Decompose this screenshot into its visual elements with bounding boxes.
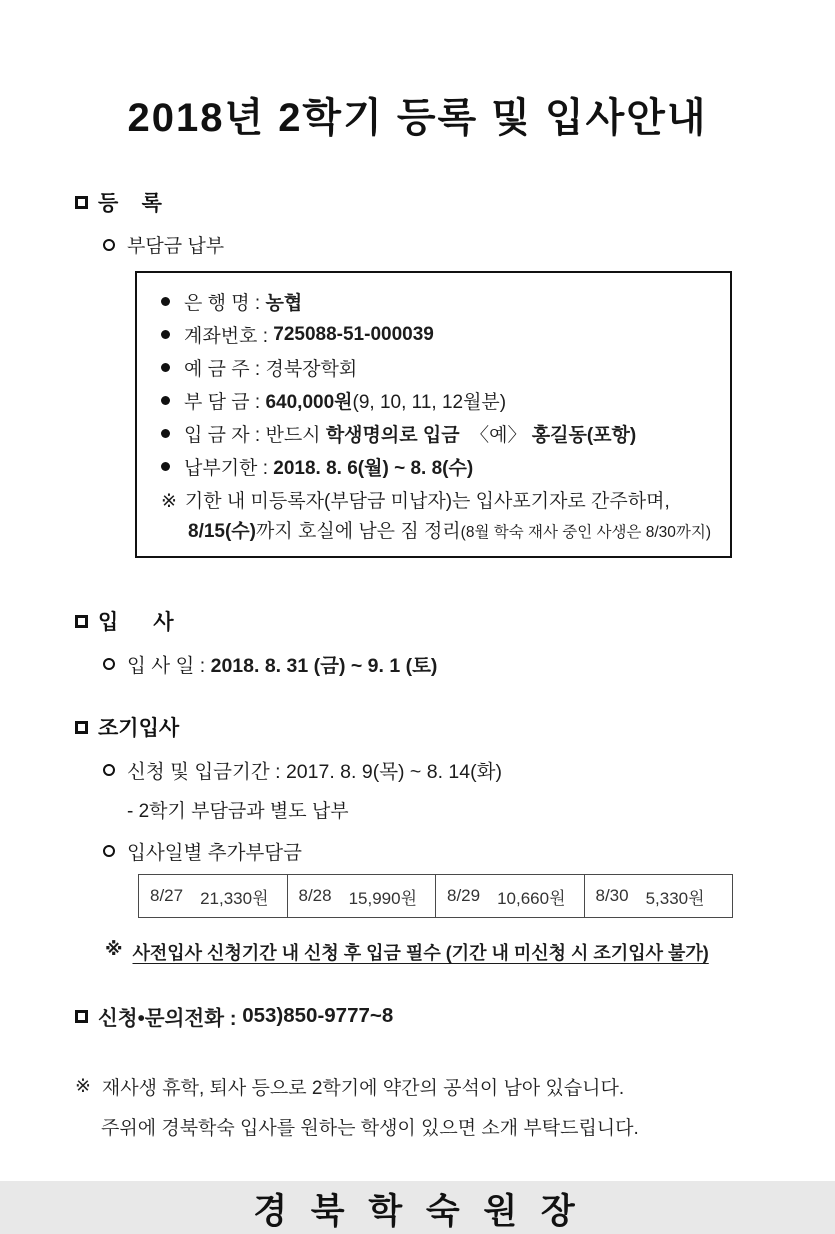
- depositor-line: [161, 417, 716, 450]
- entrance-date-line: [103, 650, 835, 678]
- filled-dot-icon: [161, 429, 170, 438]
- footer-vacancy-note-line2: 주위에 경북학숙 입사를 원하는 학생이 있으면 소개 부탁드립니다.: [101, 1118, 639, 1139]
- account-number-value: 725088-51-000039: [273, 323, 434, 345]
- reference-mark-icon: ※: [105, 939, 123, 959]
- deadline-line: [161, 450, 716, 483]
- contact-phone-line: [75, 1001, 835, 1031]
- circle-bullet-icon: [103, 239, 115, 251]
- circle-bullet-icon: [103, 658, 115, 670]
- account-number-line: [161, 318, 716, 351]
- filled-dot-icon: [161, 297, 170, 306]
- depositor-pre: 반드시: [265, 425, 326, 446]
- depositor-emphasis: 학생명의로 입금: [325, 425, 460, 446]
- reference-mark-icon: ※: [161, 491, 177, 512]
- early-period-line: [103, 756, 835, 784]
- box-note-paren: (8월 학숙 재사 중인 사생은 8/30까지): [460, 524, 711, 541]
- early-table-title-line: [103, 837, 835, 865]
- subsection-fee-payment: [103, 231, 835, 258]
- depositor-example-bracket: 〈예〉: [459, 425, 532, 446]
- footer-vacancy-note-line1: [75, 1073, 835, 1100]
- section-early-entrance-heading: [75, 712, 835, 742]
- deadline-value: 2018. 8. 6(월) ~ 8. 8(수): [273, 458, 474, 479]
- section-entrance-label: 입 사: [98, 611, 174, 634]
- cell-price: 5,330원: [645, 888, 705, 908]
- table-cell-0827: [139, 875, 287, 917]
- box-note-date: 8/15(수): [188, 521, 256, 542]
- depositor-label: 입 금 자 :: [184, 425, 266, 446]
- square-bullet-icon: [75, 196, 88, 209]
- depositor-example-name: 홍길동(포항): [531, 425, 637, 446]
- early-table-title: 입사일별 추가부담금: [127, 842, 302, 864]
- bank-name-value: 농협: [265, 293, 303, 314]
- early-application-warning: [105, 939, 835, 965]
- section-entrance-heading: [75, 606, 835, 636]
- filled-dot-icon: [161, 462, 170, 471]
- box-note-line2: [188, 517, 716, 548]
- square-bullet-icon: [75, 615, 88, 628]
- cell-price: 15,990원: [348, 888, 418, 908]
- box-note-line1: [161, 487, 716, 517]
- cell-date: 8/27: [150, 886, 184, 905]
- account-holder-line: [161, 351, 716, 384]
- cell-date: 8/30: [595, 886, 629, 905]
- fee-amount-label: 부 담 금 :: [184, 392, 266, 413]
- contact-phone-label: 신청•문의전화 :: [98, 1007, 243, 1030]
- table-cell-0829: [435, 875, 584, 917]
- section-register-heading: [75, 187, 835, 217]
- square-bullet-icon: [75, 1010, 88, 1023]
- entrance-date-label: 입 사 일 :: [127, 655, 211, 677]
- early-application-warning-text: 사전입사 신청기간 내 신청 후 입금 필수 (기간 내 미신청 시 조기입사 불가): [132, 943, 709, 963]
- bank-name-line: [161, 285, 716, 318]
- table-cell-0830: [584, 875, 733, 917]
- subsection-fee-payment-label: 부담금 납부: [127, 236, 225, 257]
- footer-vacancy-text1: 재사생 휴학, 퇴사 등으로 2학기에 약간의 공석이 남아 있습니다.: [101, 1078, 625, 1099]
- bank-name-label: 은 행 명 :: [184, 293, 266, 314]
- circle-bullet-icon: [103, 845, 115, 857]
- fee-amount-value: 640,000원: [265, 392, 353, 413]
- early-separate-payment-note: - 2학기 부담금과 별도 납부: [127, 801, 349, 822]
- filled-dot-icon: [161, 396, 170, 405]
- filled-dot-icon: [161, 363, 170, 372]
- cell-date: 8/29: [447, 886, 481, 905]
- document-title: 2018년 2학기 등록 및 입사안내: [127, 96, 708, 140]
- account-number-label: 계좌번호 :: [184, 326, 274, 347]
- fee-amount-months: (9, 10, 11, 12월분): [352, 392, 507, 413]
- circle-bullet-icon: [103, 764, 115, 776]
- account-holder-label: 예 금 주 :: [184, 359, 266, 380]
- extra-fee-table: [138, 874, 733, 918]
- section-early-entrance-label: 조기입사: [98, 717, 180, 740]
- section-register-label: 등 록: [98, 192, 162, 215]
- account-holder-value: 경북장학회: [265, 359, 358, 380]
- cell-price: 10,660원: [497, 888, 566, 908]
- early-period-label: 신청 및 입금기간 :: [127, 761, 286, 783]
- fee-amount-line: [161, 384, 716, 417]
- cell-date: 8/28: [298, 886, 332, 905]
- table-cell-0828: [287, 875, 436, 917]
- early-period-value: 2017. 8. 9(목) ~ 8. 14(화): [285, 761, 502, 783]
- filled-dot-icon: [161, 330, 170, 339]
- contact-phone-number: 053)850-9777~8: [242, 1004, 394, 1027]
- square-bullet-icon: [75, 721, 88, 734]
- reference-mark-icon: ※: [75, 1076, 91, 1097]
- box-note-text2: 까지 호실에 남은 짐 정리: [256, 521, 461, 542]
- entrance-date-value: 2018. 8. 31 (금) ~ 9. 1 (토): [210, 655, 438, 677]
- payment-info-box: [135, 271, 732, 558]
- box-note-text1: 기한 내 미등록자(부담금 미납자)는 입사포기자로 간주하며,: [184, 491, 670, 512]
- cell-price: 21,330원: [200, 888, 269, 908]
- deadline-label: 납부기한 :: [184, 458, 274, 479]
- signature-director: 경 북 학 숙 원 장: [253, 1192, 582, 1231]
